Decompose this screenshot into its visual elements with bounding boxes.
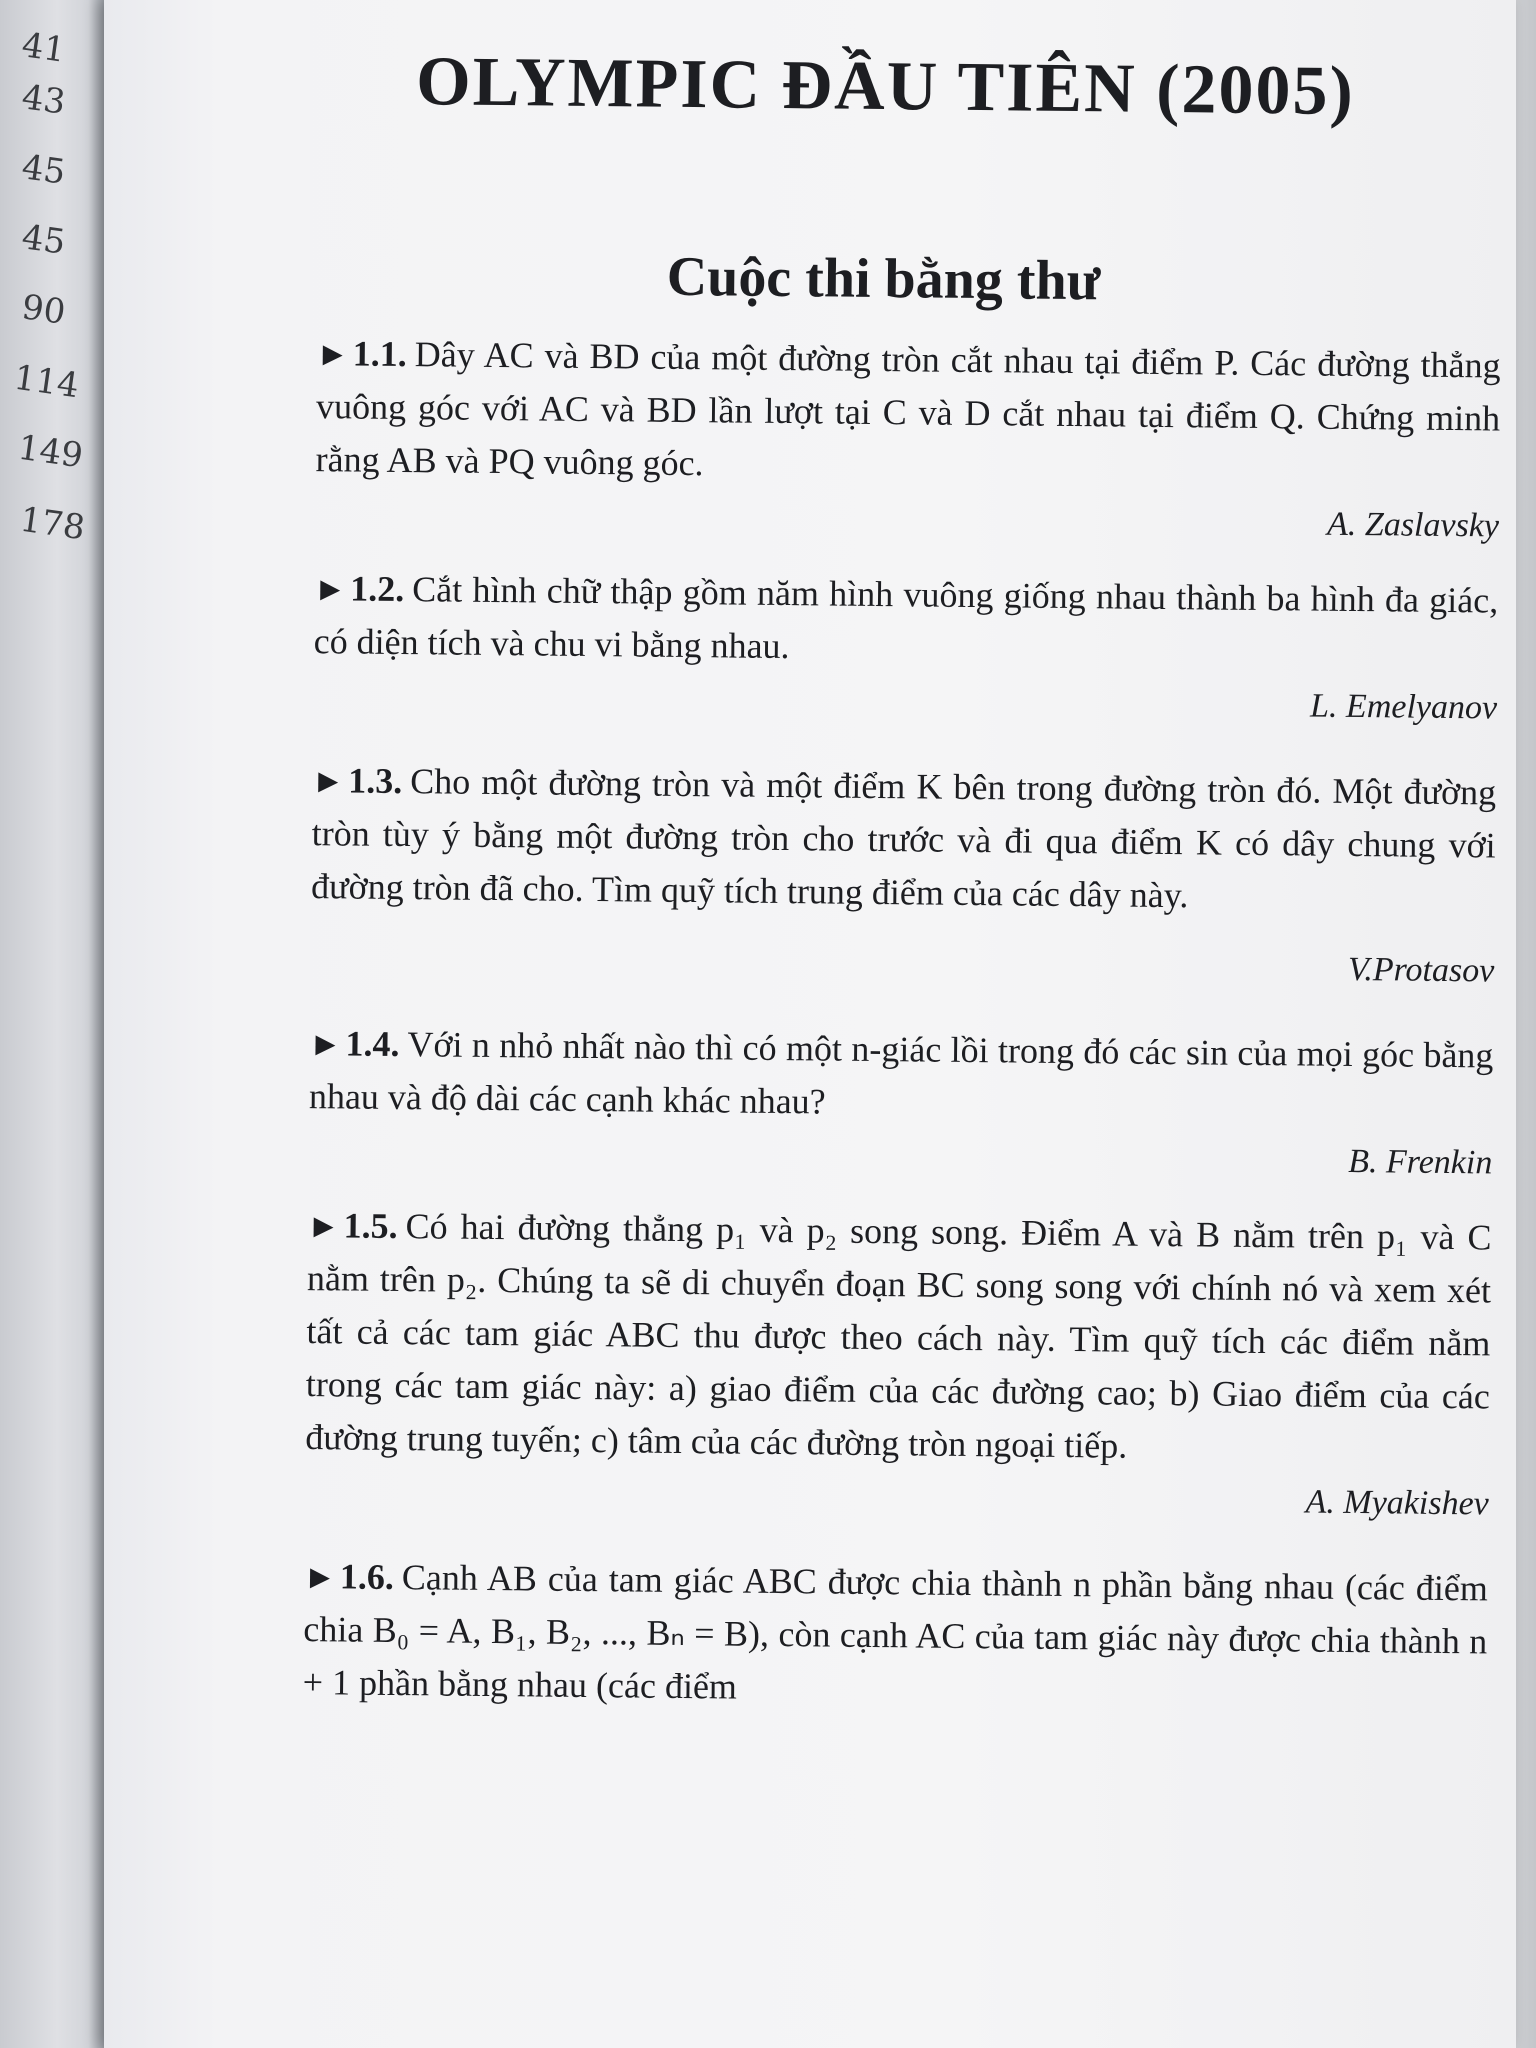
previous-page-edge — [0, 0, 104, 2048]
problem-number: 1.2. — [350, 568, 405, 610]
problem-author: A. Zaslavsky — [1326, 505, 1500, 545]
section-title: Cuộc thi bằng thư — [666, 245, 1101, 313]
problem-author: B. Frenkin — [1347, 1142, 1493, 1182]
triangle-bullet-icon: ▶ — [320, 574, 341, 604]
problem-1-1 — [315, 327, 1501, 498]
problem-1-6 — [303, 1550, 1489, 1721]
problem-number: 1.5. — [343, 1205, 398, 1247]
problem-number: 1.6. — [339, 1556, 395, 1597]
problem-number: 1.1. — [352, 333, 407, 375]
triangle-bullet-icon: ▶ — [315, 1029, 336, 1059]
triangle-bullet-icon: ▶ — [313, 1211, 334, 1241]
margin-page-number: 149 — [15, 427, 86, 477]
problem-text: Cho một đường tròn và một điểm K bên trong đường tròn đó. Một đường tròn tùy ý bằng một đường tròn cho trước và đi qua điểm K có dây chung với đường tròn đã cho. Tìm quỹ tích trung điểm của các dây này. — [310, 761, 1497, 916]
margin-page-number: 45 — [19, 147, 68, 193]
problem-text: Dây AC và BD của một đường tròn cắt nhau tại điểm P. Các đường thẳng vuông góc với AC và BD lần lượt tại C và D cắt nhau tại điểm Q. Chứng minh rằng AB và PQ vuông góc. — [315, 334, 1501, 484]
margin-page-number: 45 — [19, 217, 68, 263]
triangle-bullet-icon: ▶ — [322, 339, 343, 369]
margin-page-number: 178 — [17, 499, 88, 549]
problem-number: 1.3. — [348, 760, 403, 802]
chapter-title: OLYMPIC ĐẦU TIÊN (2005) — [415, 43, 1356, 130]
margin-page-number: 90 — [19, 287, 68, 333]
margin-page-number: 43 — [19, 77, 68, 123]
book-page — [104, 0, 1516, 2048]
problem-text: Cắt hình chữ thập gồm năm hình vuông giống nhau thành ba hình đa giác, có diện tích và chu vi bằng nhau. — [313, 569, 1499, 667]
problem-1-5 — [305, 1199, 1492, 1476]
triangle-bullet-icon: ▶ — [309, 1562, 331, 1592]
problem-number: 1.4. — [345, 1023, 400, 1065]
problem-author: A. Myakishev — [1305, 1483, 1489, 1523]
problem-author: L. Emelyanov — [1309, 687, 1498, 727]
problem-text: Cạnh AB của tam giác ABC được chia thành n phần bằng nhau (các điểm chia B₀ = A, B₁, B₂, ..., Bₙ = B), còn cạnh AC của tam giác này được chia thành n + 1 phần bằng nhau (các điểm — [302, 1557, 1489, 1707]
triangle-bullet-icon: ▶ — [318, 766, 339, 796]
problem-author: V.Protasov — [1347, 950, 1495, 990]
margin-page-number: 114 — [11, 357, 82, 407]
problem-text: Với n nhỏ nhất nào thì có một n-giác lồi trong đó các sin của mọi góc bằng nhau và độ dài các cạnh khác nhau? — [308, 1024, 1494, 1122]
problem-1-2 — [313, 562, 1498, 680]
problem-1-3 — [311, 754, 1497, 925]
page-content — [195, 40, 1500, 1721]
margin-page-number: 41 — [19, 25, 68, 71]
problem-text: Có hai đường thẳng p₁ và p₂ song song. Điểm A và B nằm trên p₁ và C nằm trên p₂. Chúng ta sẽ di chuyển đoạn BC song song với chính nó và xem xét tất cả các tam giác ABC thu được theo cách này. Tìm quỹ tích các điểm nằm trong các tam giác này: a) giao điểm của các đường cao; b) Giao điểm của các đường trung tuyến; c) tâm của các đường tròn ngoại tiếp. — [305, 1206, 1492, 1466]
problem-1-4 — [309, 1017, 1494, 1135]
